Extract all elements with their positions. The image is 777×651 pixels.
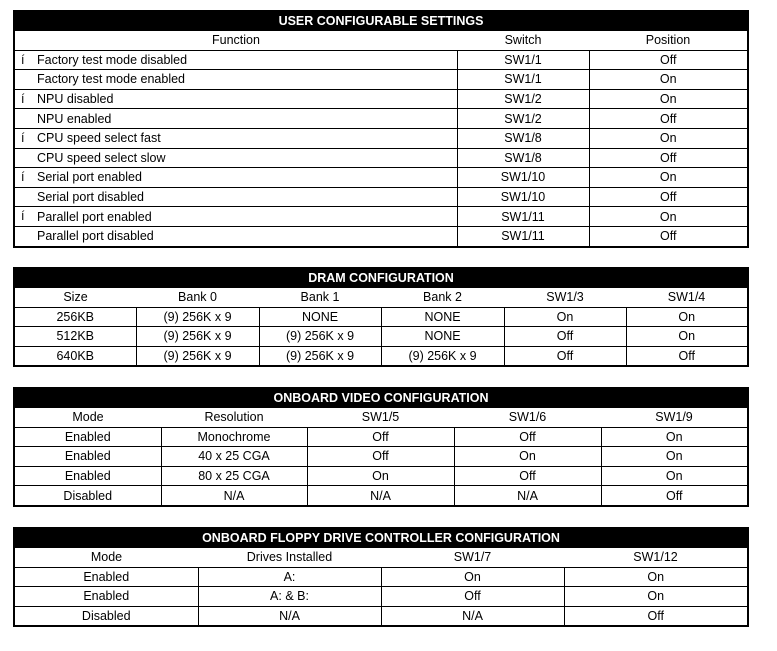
table-row (14, 346, 748, 366)
table-cell: Off (589, 148, 748, 168)
table-cell: NONE (381, 307, 504, 327)
function-label: Serial port disabled (37, 190, 145, 205)
table-cell: Off (454, 466, 601, 486)
table-cell: On (381, 567, 564, 587)
table-cell: (9) 256K x 9 (136, 346, 259, 366)
table-cell: N/A (307, 486, 454, 506)
table-cell: NONE (259, 307, 381, 327)
column-header: SW1/5 (307, 408, 454, 428)
table-cell: Off (601, 486, 748, 506)
table-cell: On (589, 168, 748, 188)
table-cell: (9) 256K x 9 (136, 327, 259, 347)
table-row (14, 109, 748, 129)
default-marker: í (21, 91, 25, 106)
table-cell: SW1/10 (457, 168, 589, 188)
table-cell: N/A (454, 486, 601, 506)
table-cell: A: & B: (198, 587, 381, 607)
column-header: Bank 2 (381, 288, 504, 308)
function-label: CPU speed select fast (37, 131, 161, 146)
table-row (14, 128, 748, 148)
default-marker: í (21, 209, 25, 224)
table-cell: On (564, 587, 748, 607)
column-header: Mode (14, 548, 198, 568)
table-row (14, 226, 748, 246)
table-cell: Enabled (14, 447, 161, 467)
column-header: SW1/12 (564, 548, 748, 568)
table-cell: Off (307, 427, 454, 447)
table-row (14, 207, 748, 227)
table-cell: On (589, 70, 748, 90)
column-header: SW1/6 (454, 408, 601, 428)
column-header: SW1/4 (626, 288, 748, 308)
table-row (14, 307, 748, 327)
table-cell: On (589, 89, 748, 109)
header-row (14, 288, 748, 308)
table-cell: NONE (381, 327, 504, 347)
table-cell: SW1/10 (457, 187, 589, 207)
table-cell: Off (564, 606, 748, 626)
column-header: SW1/9 (601, 408, 748, 428)
table-cell: (9) 256K x 9 (259, 346, 381, 366)
function-cell (14, 109, 457, 129)
function-cell (14, 148, 457, 168)
function-cell (14, 226, 457, 246)
table-cell: 512KB (14, 327, 136, 347)
table-cell: (9) 256K x 9 (381, 346, 504, 366)
table-cell: Off (589, 226, 748, 246)
table-cell: Enabled (14, 466, 161, 486)
table-cell: Enabled (14, 427, 161, 447)
column-header: Switch (457, 31, 589, 51)
column-header: Resolution (161, 408, 307, 428)
table-cell: Disabled (14, 486, 161, 506)
table-cell: Enabled (14, 587, 198, 607)
table-cell: On (564, 567, 748, 587)
table-row (14, 427, 748, 447)
table-cell: On (307, 466, 454, 486)
table-cell: On (454, 447, 601, 467)
table-title: ONBOARD FLOPPY DRIVE CONTROLLER CONFIGURATION (14, 528, 748, 548)
function-label: Factory test mode enabled (37, 72, 185, 87)
function-label: Parallel port disabled (37, 229, 154, 244)
column-header: Bank 0 (136, 288, 259, 308)
table-cell: Off (589, 187, 748, 207)
column-header: Size (14, 288, 136, 308)
dram-table (13, 267, 749, 367)
table-title: ONBOARD VIDEO CONFIGURATION (14, 388, 748, 408)
function-cell (14, 89, 457, 109)
table-row (14, 587, 748, 607)
table-cell: Off (381, 587, 564, 607)
table-cell: SW1/2 (457, 89, 589, 109)
table-cell: N/A (161, 486, 307, 506)
table-cell: Off (307, 447, 454, 467)
table-cell: 256KB (14, 307, 136, 327)
column-header: Function (14, 31, 457, 51)
table-title: USER CONFIGURABLE SETTINGS (14, 11, 748, 31)
column-header: Position (589, 31, 748, 51)
table-row (14, 50, 748, 70)
table-cell: 80 x 25 CGA (161, 466, 307, 486)
table-cell: On (601, 427, 748, 447)
table-cell: Off (589, 109, 748, 129)
column-header: Mode (14, 408, 161, 428)
function-label: Factory test mode disabled (37, 52, 188, 67)
table-cell: On (504, 307, 626, 327)
table-cell: N/A (381, 606, 564, 626)
table-row (14, 148, 748, 168)
default-marker: í (21, 170, 25, 185)
table-cell: N/A (198, 606, 381, 626)
column-header: Drives Installed (198, 548, 381, 568)
table-title: DRAM CONFIGURATION (14, 268, 748, 288)
table-cell: (9) 256K x 9 (259, 327, 381, 347)
table-cell: On (589, 128, 748, 148)
table-cell: On (626, 307, 748, 327)
table-cell: 640KB (14, 346, 136, 366)
function-label: NPU enabled (37, 111, 112, 126)
column-header: SW1/3 (504, 288, 626, 308)
function-cell (14, 187, 457, 207)
table-cell: On (601, 447, 748, 467)
function-cell (14, 207, 457, 227)
table-cell: SW1/1 (457, 50, 589, 70)
video-table (13, 387, 749, 507)
table-row (14, 187, 748, 207)
function-label: Serial port enabled (37, 170, 142, 185)
function-label: Parallel port enabled (37, 209, 152, 224)
table-row (14, 89, 748, 109)
table-cell: A: (198, 567, 381, 587)
table-cell: SW1/11 (457, 226, 589, 246)
header-row (14, 548, 748, 568)
floppy-table (13, 527, 749, 627)
function-cell (14, 50, 457, 70)
table-cell: SW1/2 (457, 109, 589, 129)
table-cell: SW1/8 (457, 128, 589, 148)
table-cell: Off (504, 327, 626, 347)
table-cell: Off (504, 346, 626, 366)
table-cell: On (601, 466, 748, 486)
column-header: Bank 1 (259, 288, 381, 308)
table-cell: Disabled (14, 606, 198, 626)
table-cell: Off (454, 427, 601, 447)
column-header: SW1/7 (381, 548, 564, 568)
table-row (14, 606, 748, 626)
table-row (14, 486, 748, 506)
function-cell (14, 168, 457, 188)
table-row (14, 168, 748, 188)
table-cell: SW1/8 (457, 148, 589, 168)
header-row (14, 408, 748, 428)
table-cell: Off (589, 50, 748, 70)
table-row (14, 466, 748, 486)
default-marker: í (21, 130, 25, 145)
table-cell: Enabled (14, 567, 198, 587)
user-settings-table (13, 10, 749, 248)
table-cell: SW1/11 (457, 207, 589, 227)
table-cell: On (626, 327, 748, 347)
table-row (14, 567, 748, 587)
table-cell: Off (626, 346, 748, 366)
table-row (14, 327, 748, 347)
function-cell (14, 70, 457, 90)
table-cell: 40 x 25 CGA (161, 447, 307, 467)
table-cell: SW1/1 (457, 70, 589, 90)
table-cell: (9) 256K x 9 (136, 307, 259, 327)
default-marker: í (21, 52, 25, 67)
header-row (14, 31, 748, 51)
table-row (14, 70, 748, 90)
function-label: NPU disabled (37, 92, 114, 107)
table-cell: On (589, 207, 748, 227)
function-label: CPU speed select slow (37, 150, 166, 165)
function-cell (14, 128, 457, 148)
table-row (14, 447, 748, 467)
table-cell: Monochrome (161, 427, 307, 447)
